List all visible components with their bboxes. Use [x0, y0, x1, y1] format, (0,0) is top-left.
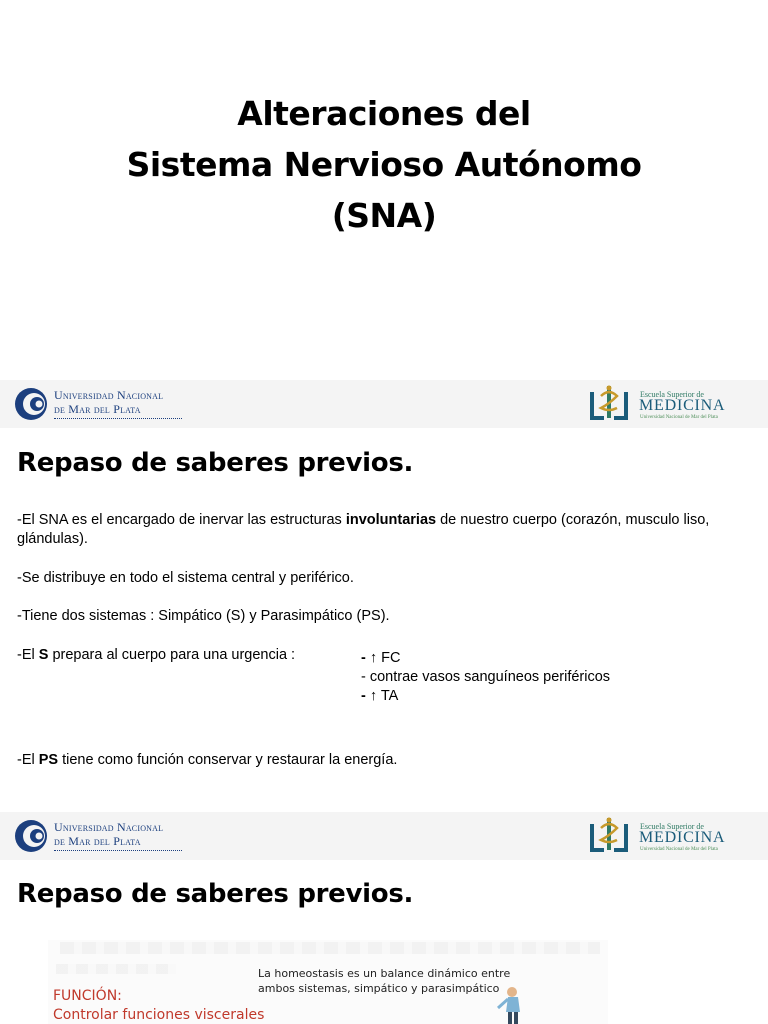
p1-bold: involuntarias [345, 512, 437, 528]
p5-text-b: tiene como función conservar y restaurar la energía. [58, 752, 398, 768]
unmdp-name-line1: Universidad Nacional [54, 388, 164, 402]
effect-text: ↑ FC [369, 650, 401, 666]
p1-text-b: de nuestro cuerpo (corazón, musculo liso, glándulas). [17, 512, 710, 547]
unmdp-dotted-line [54, 418, 182, 419]
unmdp-emblem-icon [14, 819, 48, 853]
title-line-1: Alteraciones del [237, 94, 531, 133]
unmdp-name-line2: de Mar del Plata [54, 402, 141, 416]
medicina-small-text: Escuela Superior de [640, 822, 704, 831]
effect-dash: - [361, 650, 370, 666]
effect-item-3 [361, 687, 398, 706]
paragraph-sna-definition [17, 511, 717, 549]
unmdp-logo [14, 818, 204, 854]
homeostasis-line-2: ambos sistemas, simpático y parasimpático [258, 982, 500, 995]
effect-dash: - [361, 688, 370, 704]
effect-text: - contrae vasos sanguíneos periféricos [361, 669, 611, 685]
function-description: Controlar funciones viscerales [53, 1007, 265, 1023]
homeostasis-caption [258, 966, 510, 996]
medicina-emblem-icon [586, 816, 632, 856]
section-heading: Repaso de saberes previos. [17, 448, 414, 478]
effect-item-2 [361, 668, 610, 687]
p5-bold: PS [38, 752, 59, 768]
homeostasis-line-1: La homeostasis es un balance dinámico entre [258, 967, 511, 980]
logo-bar [0, 380, 768, 428]
p4-text-b: prepara al cuerpo para una urgencia : [48, 647, 296, 663]
function-label: FUNCIÓN: [53, 988, 122, 1004]
section-heading: Repaso de saberes previos. [17, 879, 414, 909]
paragraph-parasympathetic [17, 751, 397, 770]
p4-bold: S [38, 647, 49, 663]
logo-bar [0, 812, 768, 860]
medicina-logo [586, 384, 762, 424]
medicina-emblem-icon [586, 384, 632, 424]
title-line-2: Sistema Nervioso Autónomo [126, 145, 642, 184]
unmdp-name-line2: de Mar del Plata [54, 834, 141, 848]
unmdp-dotted-line [54, 850, 182, 851]
paragraph-two-systems: -Tiene dos sistemas : Simpático (S) y Parasimpático (PS). [17, 608, 390, 624]
effect-text: ↑ TA [369, 688, 399, 704]
medicina-small-text: Escuela Superior de [640, 390, 704, 399]
medicina-subtext: Universidad Nacional de Mar del Plata [640, 415, 718, 420]
title-line-3: (SNA) [331, 196, 437, 235]
p5-text-a: -El [17, 752, 39, 768]
medicina-title: MEDICINA [639, 829, 726, 846]
person-figure-icon [486, 984, 536, 1024]
slide-title [0, 88, 768, 241]
effect-item-1 [361, 649, 400, 668]
medicina-title: MEDICINA [639, 397, 726, 414]
faded-text-row [56, 964, 176, 974]
medicina-subtext: Universidad Nacional de Mar del Plata [640, 847, 718, 852]
paragraph-sympathetic [17, 646, 295, 665]
paragraph-distribution: -Se distribuye en todo el sistema central y periférico. [17, 570, 354, 586]
unmdp-name-line1: Universidad Nacional [54, 820, 164, 834]
unmdp-logo [14, 386, 204, 422]
homeostasis-infographic [48, 940, 608, 1024]
unmdp-emblem-icon [14, 387, 48, 421]
p4-text-a: -El [17, 647, 39, 663]
medicina-logo [586, 816, 762, 856]
p1-text-a: -El SNA es el encargado de inervar las estructuras [17, 512, 346, 528]
faded-text-row [60, 942, 600, 954]
